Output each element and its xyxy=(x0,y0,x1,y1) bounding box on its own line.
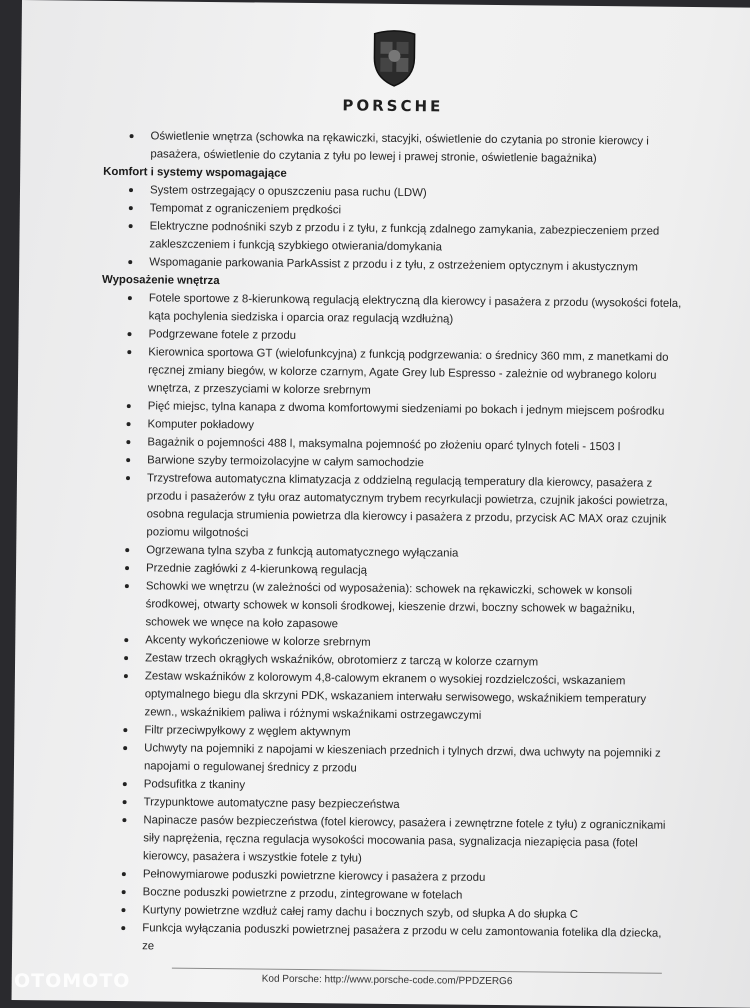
brand-wordmark: PORSCHE xyxy=(342,96,444,116)
list-item: Filtr przeciwpyłkowy z węglem aktywnym xyxy=(97,721,677,745)
list-item: Uchwyty na pojemniki z napojami w kieszeniach przednich i tylnych drzwi, dwa uchwyty na pojemniki z napojami o regulowanej średnicy z przodu xyxy=(97,739,677,781)
list-item: Wspomaganie parkowania ParkAssist z przodu i z tyłu, z ostrzeżeniem optycznym i akustycznym xyxy=(102,253,682,277)
list-item: Barwione szyby termoizolacyjne w całym samochodzie xyxy=(100,451,680,475)
list-item: Komputer pokładowy xyxy=(100,415,680,439)
list-item: Przednie zagłówki z 4-kierunkową regulacją xyxy=(99,559,679,583)
footer-divider xyxy=(172,968,662,974)
list-item: Ogrzewana tylna szyba z funkcją automatycznego wyłączania xyxy=(99,541,679,565)
list-item: Fotele sportowe z 8-kierunkową regulacją elektryczną dla kierowcy i pasażera z przodu (wysokości fotela, kąta pochylenia siedziska i oparcia oraz regulacją wzdłużną) xyxy=(102,289,682,331)
list-item: Podgrzewane fotele z przodu xyxy=(101,325,681,349)
document-page xyxy=(12,0,750,1008)
list-item: Oświetlenie wnętrza (schowka na rękawiczki, stacyjki, oświetlenie do czytania po stronie kierowcy i pasażera, oświetlenie do czytania z tyłu po lewej i prawej stronie, oświetlenie bagażnika) xyxy=(103,127,683,169)
list-item: Tempomat z ograniczeniem prędkości xyxy=(103,199,683,223)
list-item: Elektryczne podnośniki szyb z przodu i z tyłu, z funkcją zdalnego zamykania, zabezpieczeniem przed zakleszczeniem i funkcją szybkiego otwierania/domykania xyxy=(102,217,682,259)
list-item: Zestaw trzech okrągłych wskaźników, obrotomierz z tarczą w kolorze czarnym xyxy=(98,649,678,673)
list-item: Akcenty wykończeniowe w kolorze srebrnym xyxy=(98,631,678,655)
list-item: Pełnowymiarowe poduszki powietrzne kierowcy i pasażera z przodu xyxy=(96,865,676,889)
otomoto-watermark: OTOMOTO xyxy=(14,970,131,992)
list-item: Boczne poduszki powietrzne z przodu, zintegrowane w fotelach xyxy=(96,883,676,907)
list-item: Trzypunktowe automatyczne pasy bezpieczeństwa xyxy=(97,793,677,817)
list-item: Trzystrefowa automatyczna klimatyzacja z oddzielną regulacją temperatury dla kierowcy, pasażera z przodu i pasażerów z tyłu oraz automatycznym trybem recyrkulacji powietrza, czujnik jakości powietrza, osobna regulacja strumienia powietrza dla kierowcy i pasażera z przodu, przycisk AC MAX oraz czujnik poziomu wilgotności xyxy=(99,469,680,547)
list-item: Napinacze pasów bezpieczeństwa (fotel kierowcy, pasażera i zewnętrzne fotele z tyłu) z ogranicznikami siły naprężenia, ręczna regulacja wysokości mocowania pasa, sygnalizacja niezapięcia pasa (fotel kierowcy, pasażera i wszystkie fotele z tyłu) xyxy=(96,811,677,871)
list-item: Pięć miejsc, tylna kanapa z dwoma komfortowymi siedzeniami po bokach i jednym miejscem pośrodku xyxy=(101,397,681,421)
section-1-list xyxy=(102,181,683,277)
porsche-crest-icon xyxy=(370,28,419,88)
section-2-list xyxy=(95,289,682,961)
list-item: Schowki we wnętrzu (w zależności od wyposażenia): schowek na rękawiczki, schowek w konsoli środkowej, otwarty schowek w konsoli środkowej, kieszenie drzwi, boczny schowek w bagażniku, schowek we wnęce na koło zapasowe xyxy=(98,577,679,637)
porsche-code-link[interactable]: Kod Porsche: http://www.porsche-code.com/PPDZERG6 xyxy=(261,973,513,988)
list-item: Podsufitka z tkaniny xyxy=(97,775,677,799)
list-item: Kurtyny powietrzne wzdłuż całej ramy dachu i bocznych szyb, od słupka A do słupka C xyxy=(95,901,675,925)
list-item: Bagażnik o pojemności 488 l, maksymalna pojemność po złożeniu oparć tylnych foteli - 1503 l xyxy=(100,433,680,457)
section-0-list xyxy=(103,127,683,169)
document-body xyxy=(95,127,684,961)
section-heading-komfort: Komfort i systemy wspomagające xyxy=(103,165,287,180)
list-item: Zestaw wskaźników z kolorowym 4,8-calowym ekranem o wysokiej rozdzielczości, wskazaniem optymalnego biegu dla skrzyni PDK, wskazaniem interwału serwisowego, wskaźnikiem temperatury zewn., wskaźnikiem paliwa i różnymi wskaźnikami ostrzegawczymi xyxy=(97,667,678,727)
list-item: Kierownica sportowa GT (wielofunkcyjna) z funkcją podgrzewania: o średnicy 360 mm, z manetkami do ręcznej zmiany biegów, w kolorze czarnym, Agate Grey lub Espresso - zależnie od wybranego koloru wnętrza, z przeszyciami w kolorze srebrnym xyxy=(101,343,682,403)
list-item: Funkcja wyłączania poduszki powietrznej pasażera z przodu w celu zamontowania fotelika dla dziecka, ze xyxy=(95,919,675,961)
section-heading-wyposazenie: Wyposażenie wnętrza xyxy=(102,273,220,288)
list-item: System ostrzegający o opuszczeniu pasa ruchu (LDW) xyxy=(103,181,683,205)
